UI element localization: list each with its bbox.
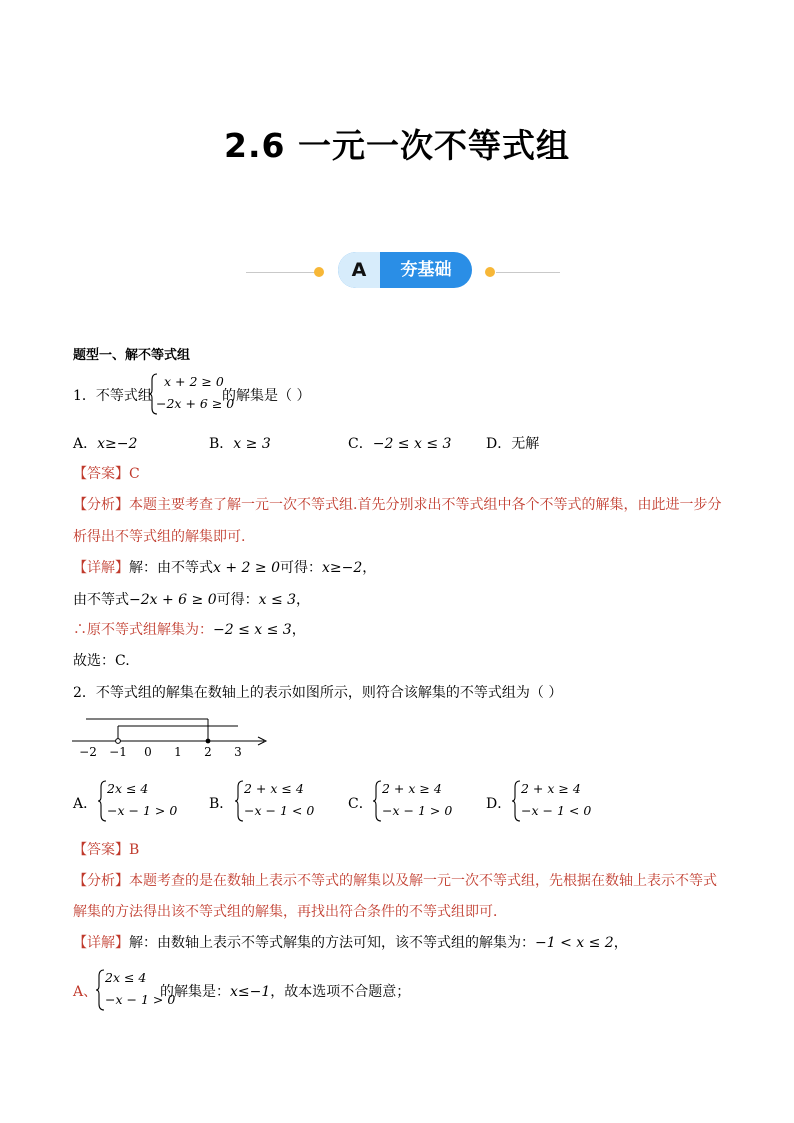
option-text: 无解 xyxy=(511,436,540,452)
q1-answer xyxy=(73,464,140,484)
system-line2: −x − 1 < 0 xyxy=(244,803,315,818)
number-line-figure xyxy=(70,712,270,760)
brace-icon xyxy=(372,779,382,823)
banner-left-dot xyxy=(314,267,324,277)
axis-tick-label: −2 xyxy=(79,745,97,759)
q2-analysis-line2: 解集的方法得出该不等式组的解集，再找出符合条件的不等式组即可． xyxy=(73,904,507,920)
q1-option-c xyxy=(348,433,451,453)
detail-math: x≥−2 xyxy=(321,560,363,576)
q2-option-c-system xyxy=(372,779,452,823)
brace-icon xyxy=(95,968,105,1012)
q2-stem: 2．不等式组的解集在数轴上的表示如图所示，则符合该解集的不等式组为（ ） xyxy=(73,685,563,701)
q1-system-line1: x + 2 ≥ 0 xyxy=(164,374,224,389)
detail-text: ，故本选项不合题意； xyxy=(270,984,411,1000)
q2-answer xyxy=(73,840,139,860)
q2-option-a-system xyxy=(97,779,177,823)
detail-text: ， xyxy=(613,935,628,951)
q1-stem-prefix: 1．不等式组 xyxy=(73,388,152,404)
detail-tag: 【详解】 xyxy=(73,935,129,951)
section-banner xyxy=(240,252,560,288)
detail-text: 可得： xyxy=(216,592,259,608)
analysis-tag: 【分析】 xyxy=(73,873,129,889)
option-label: D． xyxy=(486,436,512,452)
detail-math: −1 < x ≤ 2 xyxy=(535,935,614,951)
detail-math: x ≤ 3 xyxy=(258,592,297,608)
q1-option-b xyxy=(209,433,271,453)
q1-analysis-line1 xyxy=(73,495,721,515)
q2-option-c-label: C． xyxy=(348,796,373,812)
q1-detail-line3 xyxy=(73,620,306,640)
banner-letter: A xyxy=(338,252,380,288)
detail-text: 可得： xyxy=(279,560,322,576)
answer-value: B xyxy=(129,842,140,858)
q1-detail-line1 xyxy=(73,558,376,578)
detail-text: 由不等式 xyxy=(73,592,129,608)
analysis-text: 本题主要考查了解一元一次不等式组.首先分别求出不等式组中各个不等式的解集，由此进一步分 xyxy=(129,497,722,513)
banner-pill xyxy=(338,252,472,288)
detail-text: 解：由数轴上表示不等式解集的方法可知，该不等式组的解集为： xyxy=(129,935,535,951)
q1-analysis-line2: 析得出不等式组的解集即可. xyxy=(73,529,246,545)
q1-detail-line2 xyxy=(73,590,310,610)
axis-tick-label: 1 xyxy=(174,745,182,759)
q2-detail-line1 xyxy=(73,933,628,953)
option-text: x ≥ 3 xyxy=(233,436,271,452)
q2-detail-line2-label: A、 xyxy=(73,984,98,1000)
q2-analysis-line1 xyxy=(73,871,717,891)
q2-option-b-label: B． xyxy=(209,796,234,812)
detail-math: −2x + 6 ≥ 0 xyxy=(129,592,217,608)
brace-icon xyxy=(234,779,244,823)
q2-option-b-system xyxy=(234,779,314,823)
open-point xyxy=(116,739,121,744)
detail-tag: 【详解】 xyxy=(73,560,129,576)
system-line2: −x − 1 > 0 xyxy=(107,803,178,818)
brace-icon xyxy=(511,779,521,823)
axis-tick-label: 2 xyxy=(204,745,212,759)
detail-text: ∴原不等式组解集为： xyxy=(73,622,213,638)
banner-label: 夯基础 xyxy=(400,260,452,280)
brace-icon xyxy=(97,779,107,823)
system-line1: 2x ≤ 4 xyxy=(107,781,149,796)
axis-tick-label: 0 xyxy=(144,745,152,759)
analysis-text: 本题考查的是在数轴上表示不等式的解集以及解一元一次不等式组，先根据在数轴上表示不等式 xyxy=(129,873,717,889)
banner-right-dot xyxy=(485,267,495,277)
section-heading: 题型一、解不等式组 xyxy=(73,348,191,363)
option-label: A． xyxy=(73,436,98,452)
detail-math: x + 2 ≥ 0 xyxy=(213,560,280,576)
banner-right-line xyxy=(496,272,560,273)
axis-tick-label: −1 xyxy=(109,745,127,759)
detail-math: x≤−1 xyxy=(230,984,271,1000)
system-line1: 2 + x ≥ 4 xyxy=(382,781,442,796)
q1-option-d xyxy=(486,433,539,453)
detail-text: ， xyxy=(296,592,311,608)
q1-option-a xyxy=(73,433,137,453)
answer-tag: 【答案】 xyxy=(73,842,129,858)
q2-option-d-label: D． xyxy=(486,796,512,812)
q2-detail-line2 xyxy=(160,982,410,1002)
q2-option-d-system xyxy=(511,779,591,823)
axis-tick-label: 3 xyxy=(234,745,242,759)
system-line2: −x − 1 > 0 xyxy=(382,803,453,818)
analysis-tag: 【分析】 xyxy=(73,497,129,513)
option-label: C． xyxy=(348,436,373,452)
detail-text: ， xyxy=(291,622,306,638)
closed-point xyxy=(206,739,211,744)
q2-detail-system xyxy=(95,968,176,1012)
answer-value: C xyxy=(129,466,140,482)
q2-option-a-label: A． xyxy=(73,796,98,812)
system-line1: 2x ≤ 4 xyxy=(105,970,147,985)
detail-math: −2 ≤ x ≤ 3 xyxy=(213,622,292,638)
option-text: x≥−2 xyxy=(97,436,138,452)
system-line2: −x − 1 < 0 xyxy=(521,803,592,818)
q1-detail-line4: 故选：C. xyxy=(73,653,130,669)
banner-left-line xyxy=(246,272,316,273)
detail-text: ， xyxy=(362,560,377,576)
system-line1: 2 + x ≥ 4 xyxy=(521,781,581,796)
detail-text: 的解集是： xyxy=(160,984,230,1000)
detail-text: 解：由不等式 xyxy=(129,560,213,576)
option-label: B． xyxy=(209,436,234,452)
q1-inequality-system xyxy=(148,372,235,416)
q1-system-line2: −2x + 6 ≥ 0 xyxy=(156,396,235,411)
system-line2: −x − 1 > 0 xyxy=(105,992,176,1007)
page-title: 2.6 一元一次不等式组 xyxy=(224,126,570,165)
answer-tag: 【答案】 xyxy=(73,466,129,482)
q1-stem-suffix: 的解集是（ ） xyxy=(222,388,311,404)
system-line1: 2 + x ≤ 4 xyxy=(244,781,304,796)
option-text: −2 ≤ x ≤ 3 xyxy=(372,436,452,452)
